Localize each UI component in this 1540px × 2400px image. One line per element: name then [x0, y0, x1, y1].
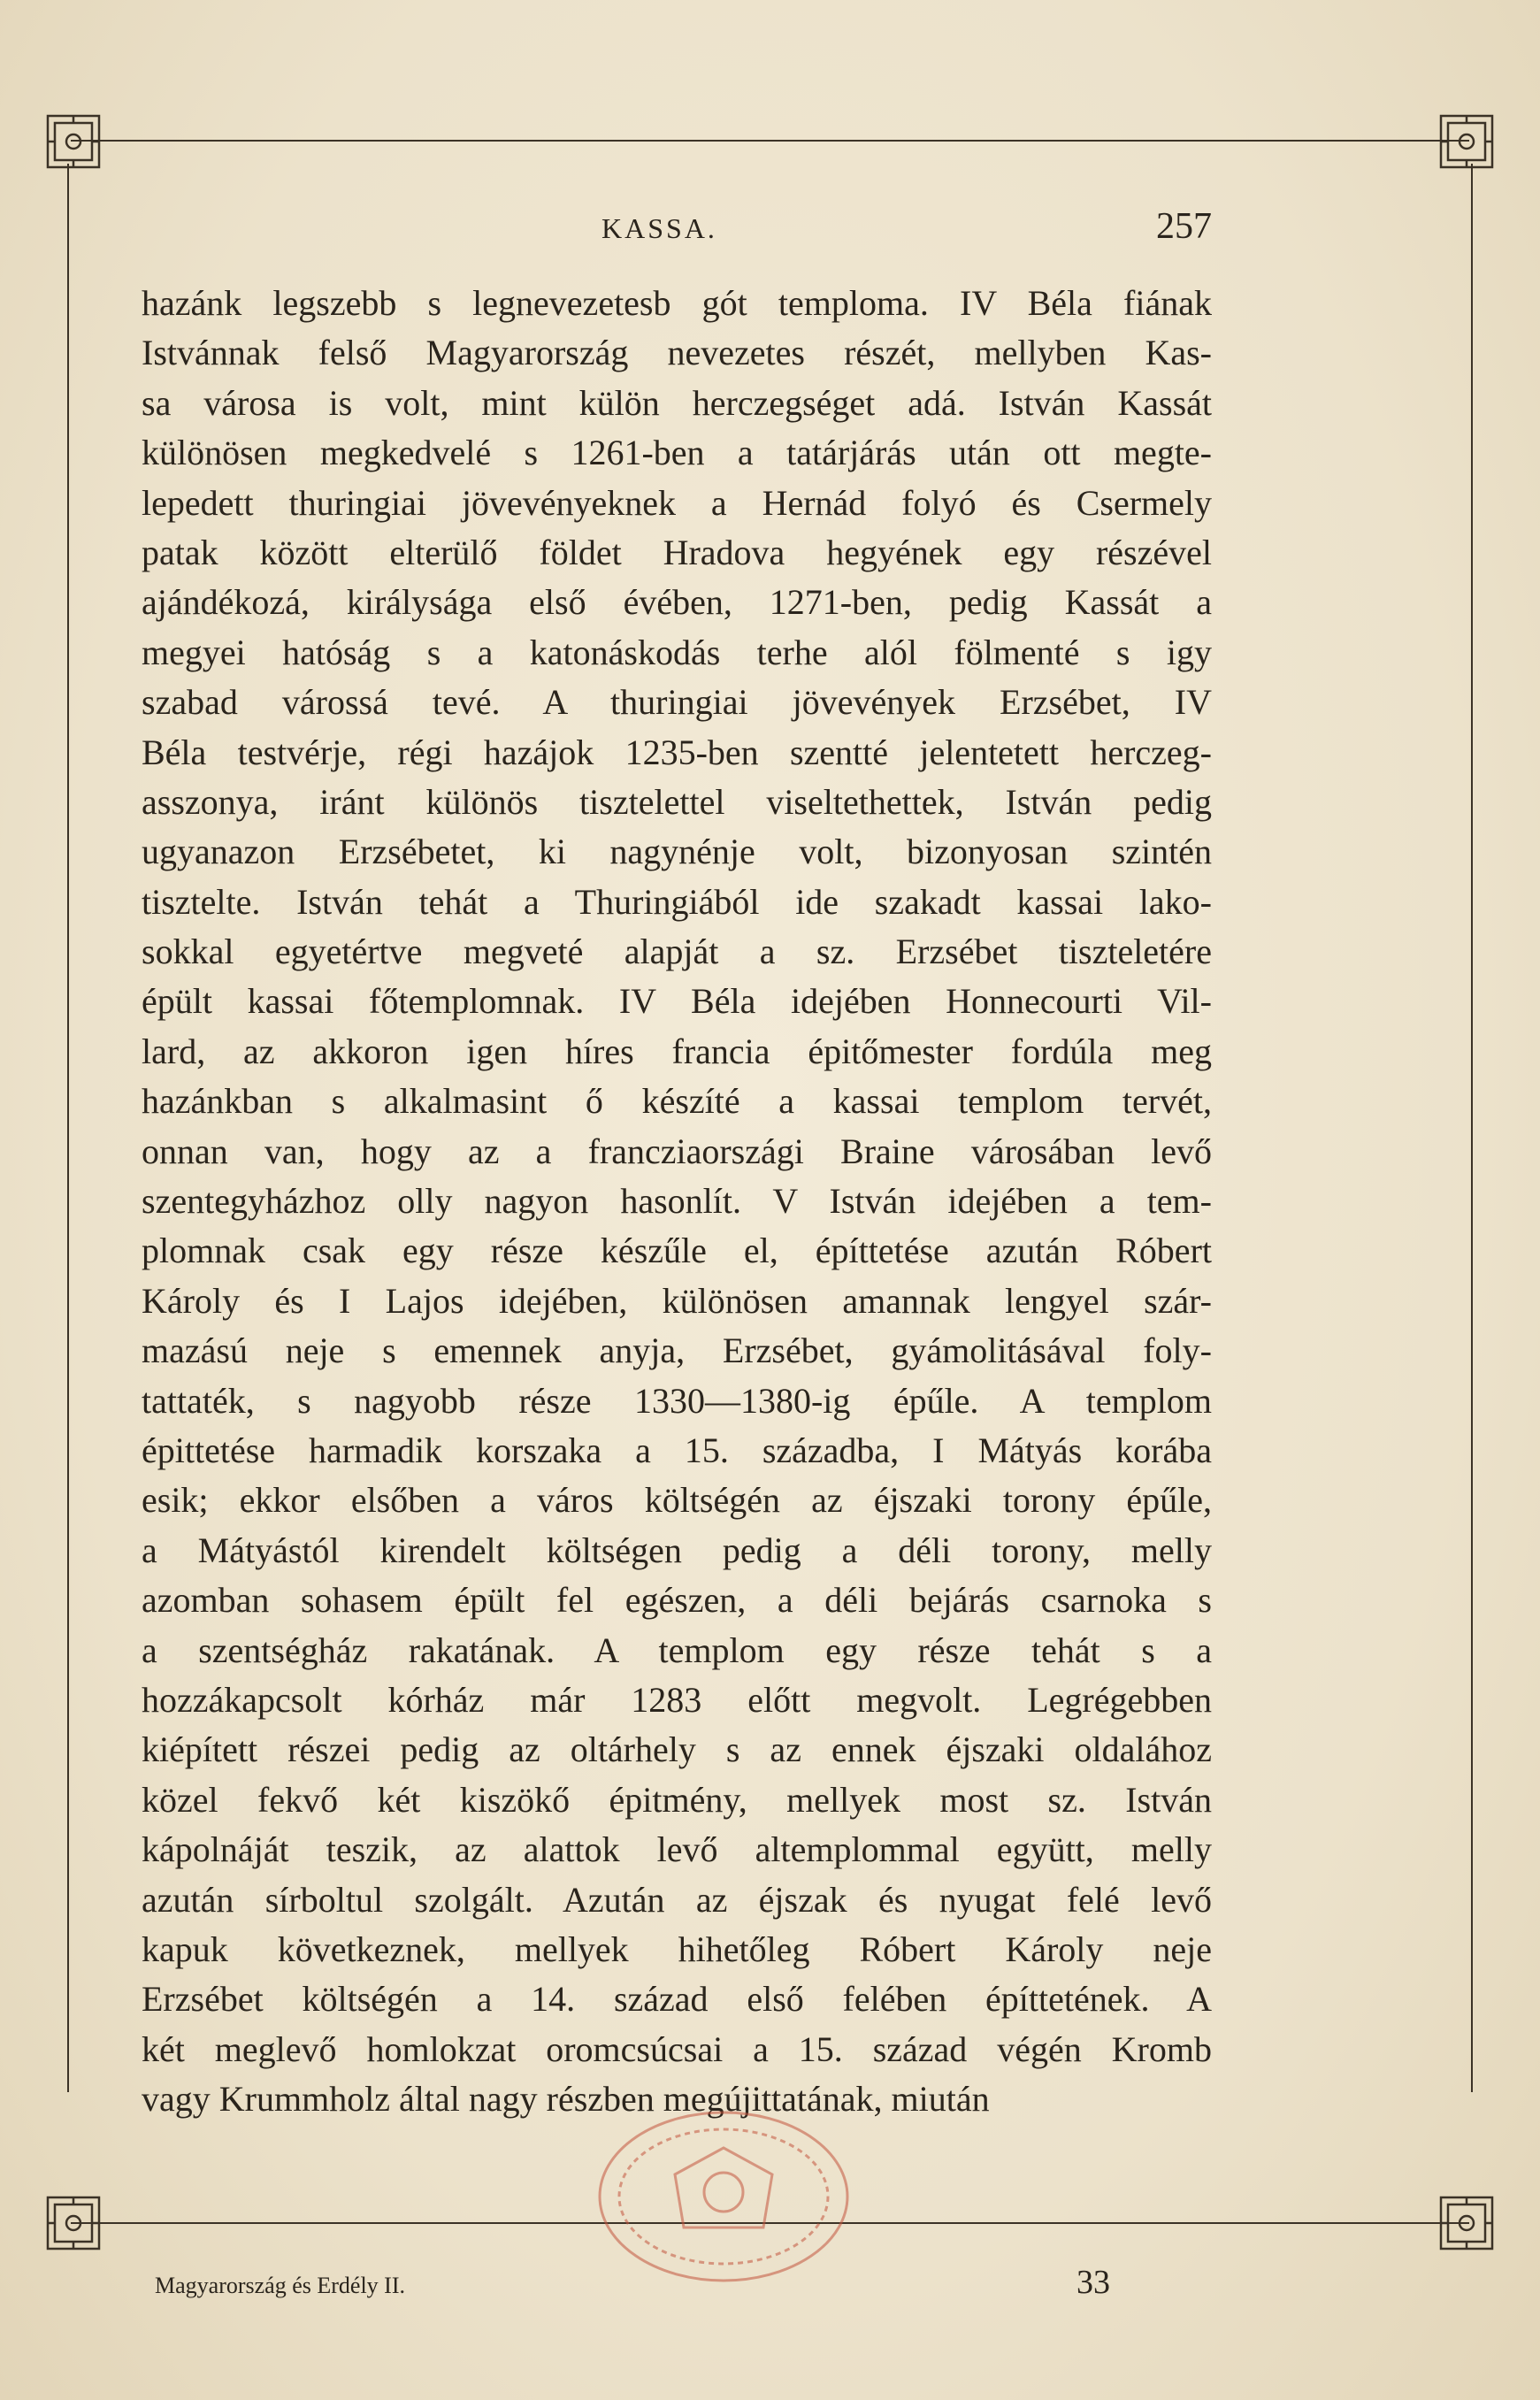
text-line: közel fekvő két kiszökő épitmény, mellyek most sz. István — [142, 1779, 1212, 1820]
text-line: Béla testvérje, régi hazájok 1235-ben szentté jelentetett herczeg- — [142, 732, 1212, 772]
bottom-right-ornament-icon — [1436, 2192, 1498, 2254]
text-line: plomnak csak egy része készűle el, építtetése azután Róbert — [142, 1231, 1212, 1271]
text-line: azután sírboltul szolgált. Azután az éjszak és nyugat felé levő — [142, 1879, 1212, 1920]
text-line: lepedett thuringiai jövevényeknek a Hernád folyó és Csermely — [142, 482, 1212, 523]
text-line: Istvánnak felső Magyarország nevezetes részét, mellyben Kas- — [142, 333, 1212, 373]
text-line: a Mátyástól kirendelt költségen pedig a déli torony, melly — [142, 1530, 1212, 1570]
signature-mark: 33 — [1076, 2264, 1110, 2301]
left-border-rule — [67, 164, 69, 2092]
text-line: kapuk következnek, mellyek hihetőleg Róbert Károly neje — [142, 1928, 1212, 1969]
text-line: két meglevő homlokzat oromcsúcsai a 15. század végén Kromb — [142, 2028, 1212, 2069]
top-border-rule — [71, 140, 1469, 142]
text-line: a szentségház rakatának. A templom egy része tehát s a — [142, 1629, 1212, 1670]
text-line: Károly és I Lajos idejében, különösen amannak lengyel szár- — [142, 1280, 1212, 1321]
text-line: hazánkban s alkalmasint ő készíté a kassai templom tervét, — [142, 1081, 1212, 1122]
bottom-left-ornament-icon — [42, 2192, 104, 2254]
text-line: épittetése harmadik korszaka a 15. századba, I Mátyás korába — [142, 1430, 1212, 1470]
text-line: asszonya, iránt különös tisztelettel viseltethettek, István pedig — [142, 781, 1212, 822]
text-line: sokkal egyetértve megveté alapját a sz. Erzsébet tiszteletére — [142, 932, 1212, 972]
running-title: KASSA. — [601, 212, 717, 244]
text-line: hazánk legszebb s legnevezetesb gót temploma. IV Béla fiának — [142, 283, 1212, 323]
text-line: ugyanazon Erzsébetet, ki nagynénje volt, bizonyosan szintén — [142, 832, 1212, 872]
page-footer — [155, 2263, 1128, 2302]
text-line: ajándékozá, királysága első évében, 1271-ben, pedig Kassát a — [142, 582, 1212, 623]
text-line: tattaték, s nagyobb része 1330—1380-ig épűle. A templom — [142, 1380, 1212, 1421]
text-line: mazású neje s emennek anyja, Erzsébet, gyámolitásával foly- — [142, 1330, 1212, 1371]
text-line: sa városa is volt, mint külön herczegséget adá. István Kassát — [142, 382, 1212, 423]
page-number: 257 — [1156, 206, 1212, 247]
text-line: megyei hatóság s a katonáskodás terhe alól fölmenté s igy — [142, 632, 1212, 672]
text-line: szabad várossá tevé. A thuringiai jövevények Erzsébet, IV — [142, 682, 1212, 723]
text-line: hozzákapcsolt kórház már 1283 előtt megvolt. Legrégebben — [142, 1679, 1212, 1720]
top-left-ornament-icon — [42, 111, 104, 173]
text-line: onnan van, hogy az a francziaországi Braine városában levő — [142, 1131, 1212, 1171]
text-line: vagy Krummholz által nagy részben megújittatának, miután — [142, 2079, 990, 2120]
running-head — [142, 205, 1212, 248]
text-line: tisztelte. István tehát a Thuringiából ide szakadt kassai lako- — [142, 881, 1212, 922]
text-line: kiépített részei pedig az oltárhely s az ennek éjszaki oldalához — [142, 1729, 1212, 1770]
text-line: szentegyházhoz olly nagyon hasonlít. V István idejében a tem- — [142, 1181, 1212, 1222]
text-line: épült kassai főtemplomnak. IV Béla idejében Honnecourti Vil- — [142, 981, 1212, 1022]
text-line: patak között elterülő földet Hradova hegyének egy részével — [142, 532, 1212, 572]
text-line: Erzsébet költségén a 14. század első felében építtetének. A — [142, 1979, 1212, 2020]
text-line: különösen megkedvelé s 1261-ben a tatárjárás után ott megte- — [142, 433, 1212, 473]
body-text — [142, 279, 1212, 2124]
library-stamp-icon — [591, 2104, 856, 2289]
text-line: esik; ekkor elsőben a város költségén az éjszaki torony épűle, — [142, 1480, 1212, 1521]
text-line: kápolnáját teszik, az alattok levő altemplommal együtt, melly — [142, 1829, 1212, 1870]
text-line: azomban sohasem épült fel egészen, a déli bejárás csarnoka s — [142, 1580, 1212, 1621]
top-right-ornament-icon — [1436, 111, 1498, 173]
text-line: lard, az akkoron igen híres francia épitőmester fordúla meg — [142, 1031, 1212, 1071]
right-border-rule — [1471, 164, 1473, 2092]
signature-line: Magyarország és Erdély II. — [155, 2273, 405, 2298]
